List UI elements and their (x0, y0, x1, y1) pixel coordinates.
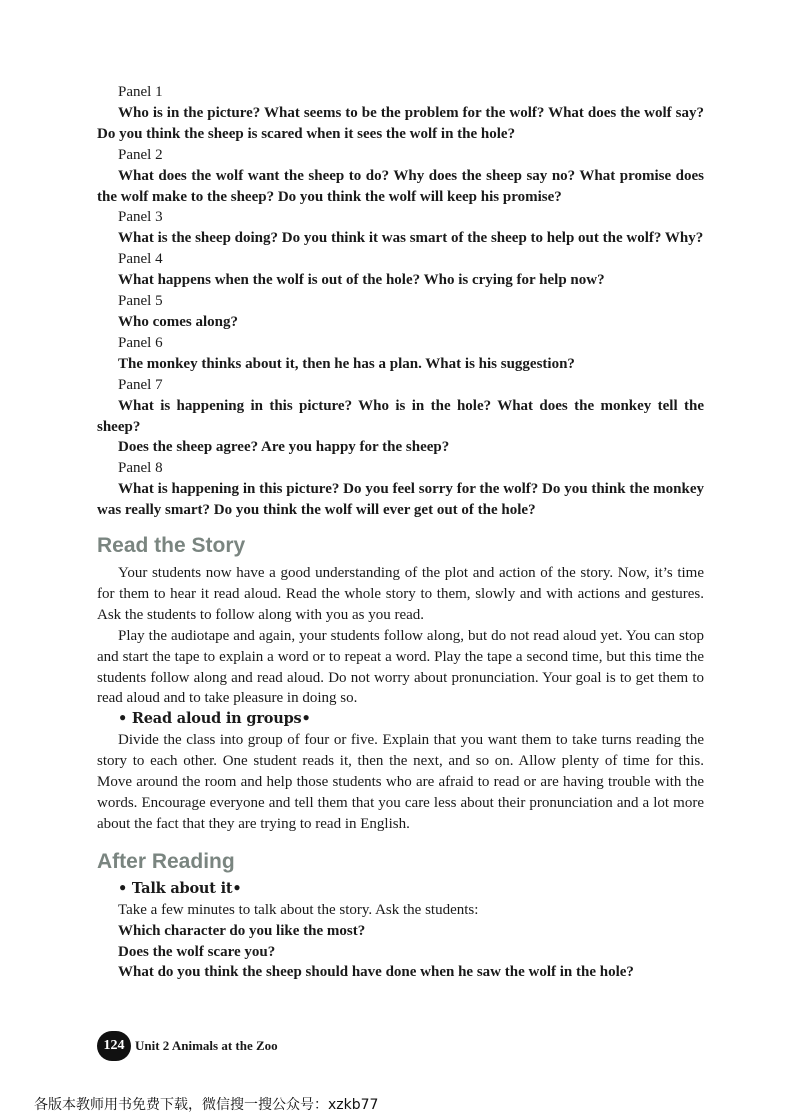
panel-question: What is the sheep doing? Do you think it was smart of the sheep to help out the wolf? Why? (118, 230, 704, 247)
panel-question: What is happening in this picture? Do you feel sorry for the wolf? Do you think the monkey was really smart? Do you think the wolf will ever get out of the hole? (97, 481, 704, 519)
panel-label: Panel 3 (118, 209, 163, 226)
paragraph: Divide the class into group of four or five. Explain that you want them to take turns reading the story to each other. One student reads it, then the next, and so on. Allow plenty of time for this. Move around the room and help those students who are afraid to read or are having trouble with the words. Encourage everyone and tell them that you care less about their pronunciation and a lot more about the fact that they are trying to read in English. (97, 732, 704, 832)
panel-label: Panel 4 (118, 251, 163, 268)
page-footer (97, 1031, 278, 1061)
panel-label: Panel 5 (118, 293, 163, 310)
discussion-question: Which character do you like the most? (118, 922, 366, 939)
panel-question: What happens when the wolf is out of the hole? Who is crying for help now? (118, 272, 605, 289)
page-number-badge: 124 (97, 1031, 131, 1061)
panel-question: The monkey thinks about it, then he has a plan. What is his suggestion? (118, 355, 575, 372)
paragraph: Play the audiotape and again, your students follow along, but do not read aloud yet. You can stop and start the tape to explain a word or to repeat a word. Play the tape a second time, but this time the students follow along and read aloud. Do not worry about pronunciation. Your goal is to get them to read aloud and to take pleasure in doing so. (97, 627, 704, 707)
page-content (97, 82, 704, 983)
panel-questions (97, 82, 704, 521)
paragraph: Your students now have a good understanding of the plot and action of the story. Now, it’s time for them to hear it read aloud. Read the whole story to them, slowly and with actions and gestures. Ask the students to follow along with you as you read. (97, 565, 704, 623)
panel-question: What is happening in this picture? Who is in the hole? What does the monkey tell the sheep? (97, 397, 704, 435)
panel-question: Who comes along? (118, 313, 238, 330)
panel-label: Panel 7 (118, 376, 163, 393)
panel-question: Who is in the picture? What seems to be the problem for the wolf? What does the wolf say? Do you think the sheep is scared when it sees the wolf in the hole? (97, 104, 704, 142)
watermark-text: 各版本教师用书免费下载，微信搜一搜公众号：xzkb77 (34, 1097, 379, 1113)
panel-label: Panel 8 (118, 460, 163, 477)
discussion-question: What do you think the sheep should have done when he saw the wolf in the hole? (118, 964, 634, 981)
intro-text: Take a few minutes to talk about the story. Ask the students: (118, 901, 479, 918)
after-reading-section (97, 879, 704, 984)
panel-label: Panel 6 (118, 334, 163, 351)
panel-question: Does the sheep agree? Are you happy for the sheep? (118, 439, 450, 456)
read-the-story-section (97, 563, 704, 835)
panel-question: What does the wolf want the sheep to do? Why does the sheep say no? What promise does the wolf make to the sheep? Do you think the wolf will keep his promise? (97, 167, 704, 205)
after-reading-heading: After Reading (97, 849, 235, 873)
read-the-story-heading: Read the Story (97, 534, 246, 558)
bullet-heading: • Talk about it• (118, 879, 242, 897)
discussion-question: Does the wolf scare you? (118, 943, 276, 960)
panel-label: Panel 1 (118, 84, 163, 100)
panel-label: Panel 2 (118, 146, 163, 163)
bullet-heading: • Read aloud in groups• (118, 710, 311, 728)
unit-title: Unit 2 Animals at the Zoo (135, 1038, 278, 1053)
